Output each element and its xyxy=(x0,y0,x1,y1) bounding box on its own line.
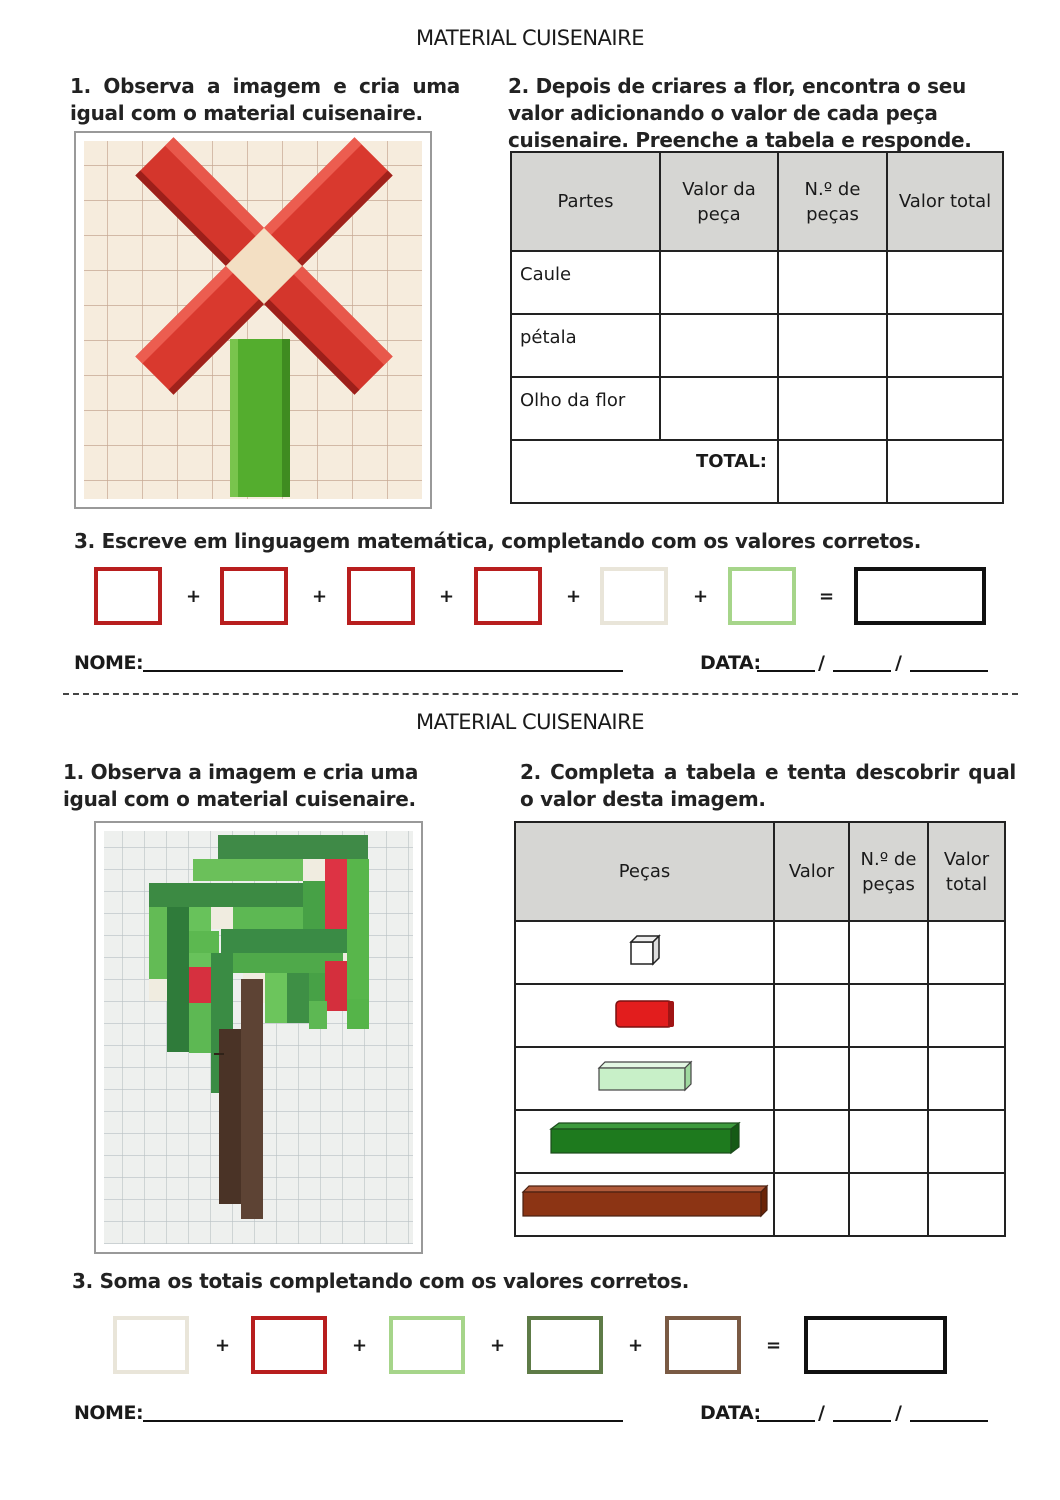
table-row xyxy=(511,314,1003,377)
red-rod-icon xyxy=(515,984,774,1047)
date-label: DATA: xyxy=(700,652,761,674)
date-year-line[interactable] xyxy=(910,670,988,672)
date-month-line[interactable] xyxy=(833,1420,891,1422)
answer-cell[interactable] xyxy=(778,251,887,314)
equals-sign: = xyxy=(766,1335,782,1356)
sheet1-question-2: 2. Depois de criares a flor, encontra o seu valor adicionando o valor de cada peça cuisenaire. Preenche a tabela e responde. xyxy=(508,74,972,152)
answer-cell[interactable] xyxy=(778,377,887,440)
table-row xyxy=(515,1047,1005,1110)
plus-sign: + xyxy=(439,586,455,607)
header-valor-total: Valor total xyxy=(887,152,1003,251)
name-line[interactable] xyxy=(143,1420,623,1422)
tree-photo xyxy=(94,821,423,1254)
answer-box-red[interactable] xyxy=(94,567,162,625)
plus-sign: + xyxy=(352,1335,368,1356)
sheet2-question-1: 1. Observa a imagem e cria uma igual com o material cuisenaire. xyxy=(63,760,419,811)
sheet1-table xyxy=(510,151,1004,504)
cut-line xyxy=(63,693,1018,695)
answer-cell[interactable] xyxy=(849,984,928,1047)
answer-cell[interactable] xyxy=(887,251,1003,314)
plus-sign: + xyxy=(186,586,202,607)
answer-box-light-green[interactable] xyxy=(728,567,796,625)
plus-sign: + xyxy=(628,1335,644,1356)
white-rod-icon xyxy=(515,921,774,984)
row-label-petala: pétala xyxy=(511,314,660,377)
header-pecas: Peças xyxy=(515,822,774,921)
green-rod-stem xyxy=(230,339,290,497)
answer-box-red[interactable] xyxy=(220,567,288,625)
light-green-rod-icon xyxy=(515,1047,774,1110)
answer-box-light-green[interactable] xyxy=(389,1316,465,1374)
answer-cell[interactable] xyxy=(774,1110,849,1173)
plus-sign: + xyxy=(490,1335,506,1356)
answer-cell[interactable] xyxy=(849,1110,928,1173)
date-slash: / xyxy=(818,1402,825,1424)
answer-cell[interactable] xyxy=(928,984,1005,1047)
table-row-total xyxy=(511,440,1003,503)
answer-cell[interactable] xyxy=(887,377,1003,440)
table-row xyxy=(511,251,1003,314)
answer-cell[interactable] xyxy=(928,1110,1005,1173)
name-line[interactable] xyxy=(143,670,623,672)
answer-cell[interactable] xyxy=(928,921,1005,984)
date-year-line[interactable] xyxy=(910,1420,988,1422)
answer-box-red[interactable] xyxy=(251,1316,327,1374)
answer-cell[interactable] xyxy=(774,1047,849,1110)
date-day-line[interactable] xyxy=(757,1420,815,1422)
date-slash: / xyxy=(818,652,825,674)
answer-cell[interactable] xyxy=(849,921,928,984)
answer-cell[interactable] xyxy=(660,251,778,314)
date-slash: / xyxy=(895,652,902,674)
header-num-pecas: N.º de peças xyxy=(849,822,928,921)
answer-cell[interactable] xyxy=(928,1047,1005,1110)
answer-box-white[interactable] xyxy=(600,567,668,625)
equals-sign: = xyxy=(819,586,835,607)
plus-sign: + xyxy=(312,586,328,607)
sheet2-table xyxy=(514,821,1006,1237)
answer-cell[interactable] xyxy=(660,314,778,377)
answer-box-white[interactable] xyxy=(113,1316,189,1374)
header-valor-total: Valor total xyxy=(928,822,1005,921)
plus-sign: + xyxy=(566,586,582,607)
tree-image xyxy=(96,823,421,1252)
date-slash: / xyxy=(895,1402,902,1424)
table-row xyxy=(515,921,1005,984)
answer-box-red[interactable] xyxy=(347,567,415,625)
brown-rod-icon xyxy=(515,1173,774,1236)
table-row xyxy=(511,377,1003,440)
answer-cell[interactable] xyxy=(660,377,778,440)
answer-cell[interactable] xyxy=(774,1173,849,1236)
flower-image xyxy=(76,133,430,507)
table-row xyxy=(515,1173,1005,1236)
name-label: NOME: xyxy=(74,652,144,674)
answer-box-total[interactable] xyxy=(804,1316,947,1374)
date-day-line[interactable] xyxy=(757,670,815,672)
answer-cell[interactable] xyxy=(887,314,1003,377)
date-label: DATA: xyxy=(700,1402,761,1424)
sheet1-title: MATERIAL CUISENAIRE xyxy=(416,26,644,50)
answer-box-brown[interactable] xyxy=(665,1316,741,1374)
header-valor-peca: Valor da peça xyxy=(660,152,778,251)
plus-sign: + xyxy=(215,1335,231,1356)
answer-box-red[interactable] xyxy=(474,567,542,625)
answer-cell[interactable] xyxy=(774,984,849,1047)
answer-cell[interactable] xyxy=(774,921,849,984)
header-num-pecas: N.º de peças xyxy=(778,152,887,251)
row-label-olho: Olho da flor xyxy=(511,377,660,440)
header-partes: Partes xyxy=(511,152,660,251)
sheet2-question-3: 3. Soma os totais completando com os valores corretos. xyxy=(72,1269,690,1293)
table-row xyxy=(515,1110,1005,1173)
header-valor: Valor xyxy=(774,822,849,921)
sheet1-question-3: 3. Escreve em linguagem matemática, completando com os valores corretos. xyxy=(74,529,922,553)
answer-cell[interactable] xyxy=(778,314,887,377)
plus-sign: + xyxy=(693,586,709,607)
answer-box-total[interactable] xyxy=(854,567,986,625)
sheet1-question-1: 1. Observa a imagem e cria uma igual com o material cuisenaire. xyxy=(70,74,460,125)
name-label: NOME: xyxy=(74,1402,144,1424)
row-label-caule: Caule xyxy=(511,251,660,314)
answer-cell[interactable] xyxy=(849,1047,928,1110)
date-month-line[interactable] xyxy=(833,670,891,672)
table-row xyxy=(515,984,1005,1047)
answer-box-dark-green[interactable] xyxy=(527,1316,603,1374)
answer-cell[interactable] xyxy=(849,1173,928,1236)
sheet2-title: MATERIAL CUISENAIRE xyxy=(416,710,644,734)
answer-cell[interactable] xyxy=(887,440,1003,503)
dark-green-rod-icon xyxy=(515,1110,774,1173)
total-label: TOTAL: xyxy=(511,440,778,503)
sheet2-question-2: 2. Completa a tabela e tenta descobrir qual o valor desta imagem. xyxy=(520,760,1016,811)
answer-cell[interactable] xyxy=(928,1173,1005,1236)
flower-photo xyxy=(74,131,432,509)
answer-cell[interactable] xyxy=(778,440,887,503)
